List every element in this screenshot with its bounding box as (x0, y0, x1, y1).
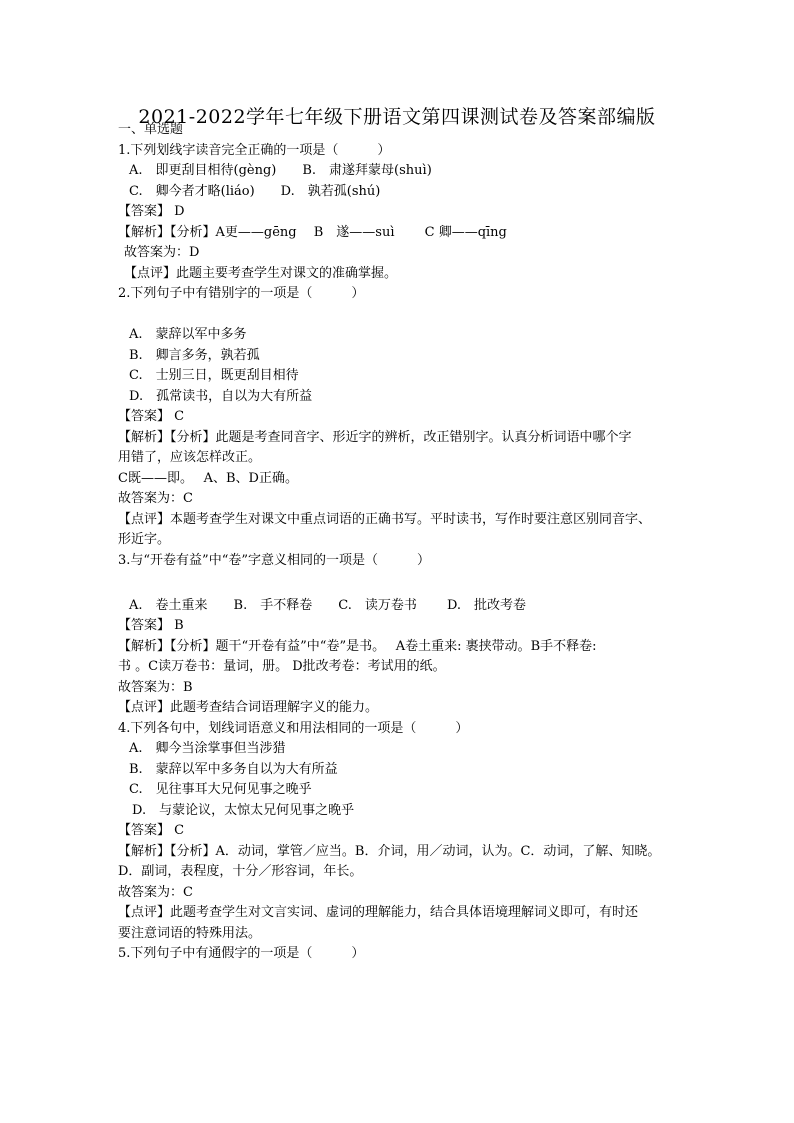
text-line: 【点评】本题考查学生对课文中重点词语的正确书写。平时读书，写作时要注意区别同音字、 (118, 512, 652, 527)
text-line: A. 卿今当涂掌事但当涉猎 (129, 741, 286, 756)
text-line: 【点评】此题考查学生对文言实词、虚词的理解能力，结合具体语境理解词义即可，有时还 (118, 905, 639, 920)
text-line: B. 卿言多务，孰若孤 (129, 348, 260, 363)
text-line: A. 卷土重来 B. 手不释卷 C. 读万卷书 D. 批改考卷 (129, 598, 527, 613)
text-line: 4.下列各句中，划线词语意义和用法相同的一项是（ ） (118, 721, 469, 736)
text-line: 【点评】此题主要考查学生对课文的准确掌握。 (124, 266, 398, 281)
document-title: 2021-2022学年七年级下册语文第四课测试卷及答案部编版 (138, 106, 656, 128)
text-line: C. 见往事耳大兄何见事之晚乎 (129, 782, 312, 797)
text-line: 1.下列划线字读音完全正确的一项是（ ） (118, 143, 391, 158)
text-line: 【答案】 D (118, 204, 185, 219)
text-line: 【解析】【分析】A．动词，掌管／应当。B．介词，用／动词，认为。C．动词，了解、知晓。 (118, 844, 661, 859)
text-line: 3.与“开卷有益”中“卷”字意义相同的一项是（ ） (118, 553, 430, 568)
text-line: 【解析】【分析】题干“开卷有益”中“卷”是书。 A卷土重来: 裹挟带动。B手不释卷: (118, 639, 597, 654)
text-line: 【答案】 C (118, 409, 185, 424)
text-line: 5.下列句子中有通假字的一项是（ ） (118, 946, 365, 961)
text-line: C. 卿今者才略(liáo) D. 孰若孤(shú) (129, 184, 381, 199)
text-line: 【答案】 B (118, 618, 184, 633)
text-line: D．副词，表程度，十分／形容词，年长。 (118, 864, 363, 879)
text-line: 用错了，应该怎样改正。 (118, 450, 262, 465)
text-line: A. 即更刮目相待(gèng) B. 肃遂拜蒙母(shuì) (129, 163, 432, 178)
text-line: 故答案为：B (118, 680, 193, 695)
text-line: 形近字。 (118, 532, 171, 547)
text-line: B. 蒙辞以军中多务自以为大有所益 (129, 762, 338, 777)
text-line: D. 与蒙论议，太惊太兄何见事之晚乎 (132, 803, 355, 818)
section-heading: 一、单选题 (118, 122, 184, 137)
text-line: 【解析】【分析】此题是考查同音字、形近字的辨析，改正错别字。认真分析词语中哪个字 (118, 430, 632, 445)
text-line: 要注意词语的特殊用法。 (118, 926, 262, 941)
text-line: 书 。C读万卷书：量词，册。 D批改考卷：考试用的纸。 (118, 659, 446, 674)
text-line: D. 孤常读书，自以为大有所益 (129, 389, 313, 404)
text-line: 【答案】 C (118, 823, 185, 838)
text-line: 故答案为：C (118, 491, 193, 506)
text-line: 故答案为：C (118, 885, 193, 900)
text-line: C既——即。 A、B、D正确。 (118, 471, 298, 486)
text-line: 故答案为：D (124, 245, 200, 260)
text-line: A. 蒙辞以军中多务 (129, 327, 247, 342)
text-line: C. 士别三日，既更刮目相待 (129, 368, 299, 383)
text-line: 【解析】【分析】A更——gēng B 遂——suì C 卿——qīng (118, 225, 507, 240)
text-line: 【点评】此题考查结合词语理解字义的能力。 (118, 700, 379, 715)
text-line: 2.下列句子中有错别字的一项是（ ） (118, 286, 365, 301)
